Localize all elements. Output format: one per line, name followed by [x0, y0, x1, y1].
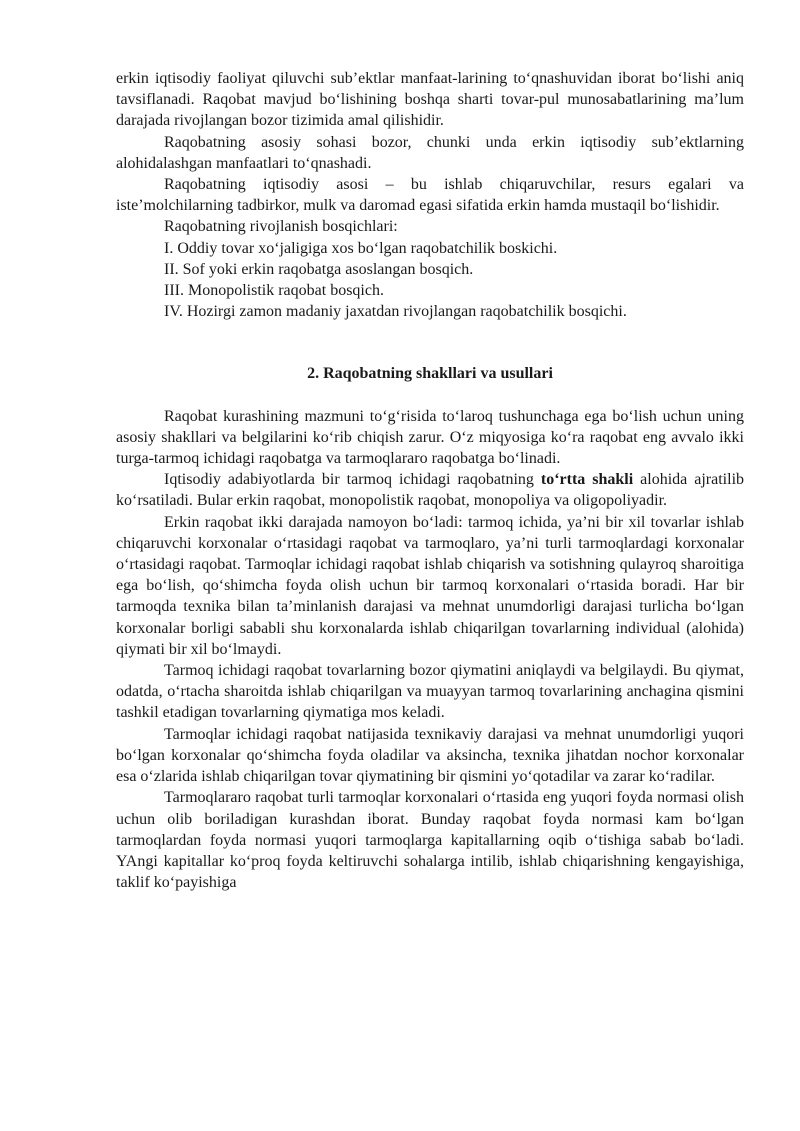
- four-forms-before: Iqtisodiy adabiyotlarda bir tarmoq ichidagi raqobatning: [164, 471, 541, 489]
- paragraph-four-forms: [116, 469, 744, 511]
- section-heading: 2. Raqobatning shakllari va usullari: [307, 365, 553, 383]
- paragraph-inter-industry: Tarmoqlararo raqobat turli tarmoqlar korxonalari o‘rtasida eng yuqori foyda normasi olish uchun olib boriladigan kurashdan iborat. Bunday raqobat foyda normasi kam bo‘lgan tarmoqlardan foyda normasi yuqori tarmoqlarga kapitallarning oqib o‘tishiga sabab bo‘ladi. YAngi kapitallar ko‘proq foyda keltiruvchi sohalarga intilib, ishlab chiqarishning kengayishiga, taklif ko‘payishiga: [116, 789, 744, 892]
- stage-item-2: II. Sof yoki erkin raqobatga asoslangan bosqich.: [164, 260, 474, 278]
- stage-item-4: IV. Hozirgi zamon madaniy jaxatdan rivojlangan raqobatchilik bosqichi.: [164, 303, 627, 321]
- paragraph-market: Raqobatning asosiy sohasi bozor, chunki unda erkin iqtisodiy sub’ektlarning alohidalashgan manfaatlari to‘qnashadi.: [116, 133, 744, 172]
- paragraph-stages-title: Raqobatning rivojlanish bosqichlari:: [164, 218, 398, 236]
- paragraph-intra-industry-result: Tarmoqlar ichidagi raqobat natijasida texnikaviy darajasi va mehnat unumdorligi yuqori bo‘lgan korxonalar qo‘shimcha foyda oladilar va aksincha, texnika jihatdan nochor korxonalar esa o‘zlarida ishlab chiqarilgan tovar qiymatining bir qismini yo‘qotadilar va zarar ko‘radilar.: [116, 725, 744, 786]
- paragraph-economic-basis: Raqobatning iqtisodiy asosi – bu ishlab chiqaruvchilar, resurs egalari va iste’molchilarning tadbirkor, mulk va daromad egasi sifatida erkin hamda mustaqil bo‘lishidir.: [116, 176, 744, 215]
- four-forms-after: alohida ajratilib ko‘rsatiladi. Bular erkin raqobat, monopolistik raqobat, monopoliya va oligopoliyadir.: [116, 471, 745, 510]
- paragraph-intro: erkin iqtisodiy faoliyat qiluvchi sub’ektlar manfaat-larining to‘qnashuvidan iborat bo‘lishi aniq tavsiflanadi. Raqobat mavjud bo‘lishining boshqa sharti tovar-pul munosabatlarining ma’lum darajada rivojlangan bozor tizimida amal qilishidir.: [116, 70, 744, 130]
- four-forms-bold: to‘rtta shakli: [540, 471, 634, 489]
- stage-item-3: III. Monopolistik raqobat bosqich.: [164, 282, 384, 300]
- paragraph-market-value: Tarmoq ichidagi raqobat tovarlarning bozor qiymatini aniqlaydi va belgilaydi. Bu qiymat, odatda, o‘rtacha sharoitda ishlab chiqarilgan va muayyan tarmoq tovarlarining anchagina qismini tashkil etadigan tovarlarning qiymatiga mos keladi.: [116, 662, 744, 722]
- paragraph-competition-types: Raqobat kurashining mazmuni to‘g‘risida to‘laroq tushunchaga ega bo‘lish uchun uning asosiy shakllari va belgilarini ko‘rib chiqish zarur. O‘z miqyosiga ko‘ra raqobat eng avvalo ikki turga-tarmoq ichidagi raqobatga va tarmoqlararo raqobatga bo‘linadi.: [116, 407, 744, 468]
- document-body: [116, 68, 744, 893]
- stage-item-1: I. Oddiy tovar xo‘jaligiga xos bo‘lgan raqobatchilik boskichi.: [164, 239, 558, 257]
- paragraph-free-competition: Erkin raqobat ikki darajada namoyon bo‘ladi: tarmoq ichida, ya’ni bir xil tovarlar ishlab chiqaruvchi korxonalar o‘rtasidagi raqobat va tarmoqlaro, ya’ni turli tarmoqlardagi korxonalar o‘rtasidagi raqobat. Tarmoqlar ichidagi raqobat ishlab chiqarish va sotishning qulayroq sharoitiga ega bo‘lish, qo‘shimcha foyda olish uchun bir tarmoq korxonalari o‘rtasida boradi. Har bir tarmoqda texnika bilan ta’minlanish darajasi va mehnat unumdorligi darajasi turlicha bo‘lgan korxonalar borligi sababli shu korxonalarda ishlab chiqarilgan tovarlarning individual (alohida) qiymati bir xil bo‘lmaydi.: [116, 513, 744, 658]
